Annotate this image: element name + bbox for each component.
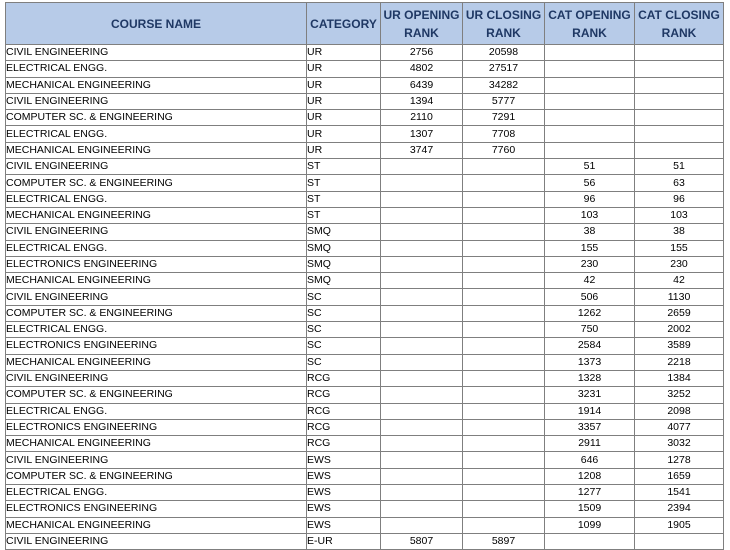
ur-opening-rank-cell [381,403,463,419]
cat-opening-rank-cell: 646 [545,452,635,468]
ur-closing-rank-cell [463,517,545,533]
ur-closing-rank-cell: 5777 [463,93,545,109]
cat-closing-rank-cell: 2002 [635,322,724,338]
ur-opening-rank-cell: 3747 [381,142,463,158]
cat-opening-rank-cell: 38 [545,224,635,240]
table-row [6,322,724,338]
ur-opening-rank-cell [381,452,463,468]
table-row [6,110,724,126]
category-cell: E-UR [307,533,381,549]
category-cell: ST [307,207,381,223]
ur-closing-rank-cell: 7708 [463,126,545,142]
table-row [6,256,724,272]
header-ur-closing-line1: UR CLOSING [465,7,542,22]
ur-opening-rank-cell [381,370,463,386]
course-name-cell: ELECTRICAL ENGG. [6,191,307,207]
category-cell: SMQ [307,240,381,256]
category-cell: UR [307,93,381,109]
ur-closing-rank-cell [463,354,545,370]
ur-opening-rank-cell [381,224,463,240]
cat-closing-rank-cell: 2098 [635,403,724,419]
table-row [6,436,724,452]
category-cell: EWS [307,501,381,517]
category-cell: ST [307,159,381,175]
ur-closing-rank-cell [463,338,545,354]
ur-opening-rank-cell [381,501,463,517]
cat-closing-rank-cell [635,126,724,142]
cat-opening-rank-cell [545,45,635,61]
ur-closing-rank-cell: 34282 [463,77,545,93]
header-cat-closing-line1: CAT CLOSING [638,7,720,22]
ur-closing-rank-cell: 20598 [463,45,545,61]
cat-closing-rank-cell: 3032 [635,436,724,452]
ur-opening-rank-cell [381,387,463,403]
category-cell: SC [307,322,381,338]
cat-closing-rank-cell: 96 [635,191,724,207]
ur-opening-rank-cell [381,436,463,452]
cat-closing-rank-cell: 155 [635,240,724,256]
category-cell: SC [307,354,381,370]
cat-closing-rank-cell: 1278 [635,452,724,468]
course-name-cell: ELECTRICAL ENGG. [6,126,307,142]
ur-closing-rank-cell [463,207,545,223]
table-row [6,61,724,77]
table-row [6,240,724,256]
ur-opening-rank-cell: 2110 [381,110,463,126]
course-name-cell: COMPUTER SC. & ENGINEERING [6,387,307,403]
course-name-cell: MECHANICAL ENGINEERING [6,273,307,289]
ur-closing-rank-cell [463,452,545,468]
cat-closing-rank-cell [635,110,724,126]
ur-opening-rank-cell [381,468,463,484]
ur-opening-rank-cell [381,517,463,533]
ur-opening-rank-cell [381,338,463,354]
cat-closing-rank-cell [635,533,724,549]
cat-opening-rank-cell: 750 [545,322,635,338]
cat-opening-rank-cell: 42 [545,273,635,289]
table-row [6,517,724,533]
header-ur-opening-rank [381,3,463,45]
cat-opening-rank-cell: 1208 [545,468,635,484]
course-name-cell: COMPUTER SC. & ENGINEERING [6,305,307,321]
header-cat-closing-line2: RANK [661,25,697,40]
ur-closing-rank-cell [463,289,545,305]
category-cell: SC [307,338,381,354]
course-name-cell: CIVIL ENGINEERING [6,224,307,240]
header-cat-opening-rank [545,3,635,45]
table-row [6,93,724,109]
cat-closing-rank-cell: 1905 [635,517,724,533]
ur-opening-rank-cell: 6439 [381,77,463,93]
category-cell: SMQ [307,256,381,272]
ur-opening-rank-cell: 2756 [381,45,463,61]
table-row [6,126,724,142]
cat-opening-rank-cell [545,93,635,109]
cat-opening-rank-cell: 155 [545,240,635,256]
ur-closing-rank-cell [463,224,545,240]
category-cell: SMQ [307,273,381,289]
category-cell: RCG [307,436,381,452]
table-row [6,207,724,223]
table-row [6,501,724,517]
cat-opening-rank-cell: 51 [545,159,635,175]
course-name-cell: CIVIL ENGINEERING [6,452,307,468]
cat-opening-rank-cell [545,533,635,549]
category-cell: ST [307,191,381,207]
ur-closing-rank-cell [463,419,545,435]
category-cell: SC [307,289,381,305]
course-name-cell: ELECTRICAL ENGG. [6,240,307,256]
header-course-name: COURSE NAME [6,3,307,45]
course-name-cell: ELECTRONICS ENGINEERING [6,338,307,354]
cat-closing-rank-cell: 4077 [635,419,724,435]
category-cell: UR [307,45,381,61]
cat-opening-rank-cell: 1328 [545,370,635,386]
table-row [6,419,724,435]
table-row [6,224,724,240]
cat-closing-rank-cell: 1384 [635,370,724,386]
cat-opening-rank-cell: 1277 [545,485,635,501]
header-cat-closing-rank [635,3,724,45]
cat-opening-rank-cell [545,77,635,93]
cat-opening-rank-cell: 1914 [545,403,635,419]
ur-opening-rank-cell [381,289,463,305]
course-name-cell: ELECTRONICS ENGINEERING [6,256,307,272]
cat-opening-rank-cell: 1509 [545,501,635,517]
ur-opening-rank-cell [381,485,463,501]
rank-table [5,2,724,550]
cat-opening-rank-cell [545,142,635,158]
cat-closing-rank-cell: 3589 [635,338,724,354]
ur-closing-rank-cell [463,322,545,338]
cat-opening-rank-cell: 506 [545,289,635,305]
course-name-cell: ELECTRONICS ENGINEERING [6,419,307,435]
table-row [6,387,724,403]
table-row [6,289,724,305]
ur-closing-rank-cell: 27517 [463,61,545,77]
ur-closing-rank-cell: 7760 [463,142,545,158]
ur-opening-rank-cell [381,159,463,175]
category-cell: SC [307,305,381,321]
ur-closing-rank-cell [463,175,545,191]
category-cell: SMQ [307,224,381,240]
table-row [6,354,724,370]
table-row [6,452,724,468]
cat-closing-rank-cell: 51 [635,159,724,175]
table-row [6,485,724,501]
course-name-cell: COMPUTER SC. & ENGINEERING [6,110,307,126]
ur-opening-rank-cell [381,191,463,207]
table-row [6,159,724,175]
course-name-cell: MECHANICAL ENGINEERING [6,207,307,223]
ur-closing-rank-cell [463,436,545,452]
table-row [6,45,724,61]
cat-closing-rank-cell [635,93,724,109]
cat-opening-rank-cell: 3231 [545,387,635,403]
table-row [6,191,724,207]
cat-opening-rank-cell: 56 [545,175,635,191]
cat-closing-rank-cell [635,61,724,77]
category-cell: EWS [307,468,381,484]
category-cell: UR [307,77,381,93]
cat-closing-rank-cell: 230 [635,256,724,272]
category-cell: EWS [307,517,381,533]
cat-opening-rank-cell [545,61,635,77]
ur-closing-rank-cell [463,159,545,175]
cat-opening-rank-cell: 103 [545,207,635,223]
header-ur-opening-line2: RANK [404,25,439,40]
course-name-cell: ELECTRICAL ENGG. [6,61,307,77]
category-cell: RCG [307,370,381,386]
course-name-cell: ELECTRICAL ENGG. [6,485,307,501]
cat-closing-rank-cell: 2659 [635,305,724,321]
course-name-cell: CIVIL ENGINEERING [6,533,307,549]
cat-opening-rank-cell [545,126,635,142]
course-name-cell: COMPUTER SC. & ENGINEERING [6,175,307,191]
cat-closing-rank-cell: 2218 [635,354,724,370]
ur-opening-rank-cell: 1394 [381,93,463,109]
cat-opening-rank-cell: 3357 [545,419,635,435]
ur-closing-rank-cell: 7291 [463,110,545,126]
header-ur-closing-line2: RANK [486,25,521,40]
ur-opening-rank-cell [381,175,463,191]
course-name-cell: ELECTRONICS ENGINEERING [6,501,307,517]
table-body [6,45,724,550]
ur-closing-rank-cell [463,240,545,256]
cat-closing-rank-cell: 103 [635,207,724,223]
cat-closing-rank-cell [635,142,724,158]
ur-closing-rank-cell [463,387,545,403]
cat-closing-rank-cell: 42 [635,273,724,289]
ur-closing-rank-cell [463,191,545,207]
header-row [6,3,724,45]
table-row [6,403,724,419]
ur-opening-rank-cell: 1307 [381,126,463,142]
header-cat-opening-line1: CAT OPENING [548,7,631,22]
cat-opening-rank-cell: 2584 [545,338,635,354]
ur-closing-rank-cell [463,370,545,386]
ur-opening-rank-cell: 4802 [381,61,463,77]
ur-closing-rank-cell [463,468,545,484]
cat-opening-rank-cell: 2911 [545,436,635,452]
header-cat-opening-line2: RANK [572,25,607,40]
header-category: CATEGORY [307,3,381,45]
table-row [6,77,724,93]
course-name-cell: CIVIL ENGINEERING [6,370,307,386]
category-cell: EWS [307,485,381,501]
table-row [6,468,724,484]
course-name-cell: ELECTRICAL ENGG. [6,322,307,338]
cat-closing-rank-cell [635,77,724,93]
ur-closing-rank-cell [463,403,545,419]
ur-closing-rank-cell [463,256,545,272]
table-row [6,370,724,386]
cat-closing-rank-cell [635,45,724,61]
course-name-cell: MECHANICAL ENGINEERING [6,77,307,93]
cat-closing-rank-cell: 2394 [635,501,724,517]
cat-closing-rank-cell: 63 [635,175,724,191]
table-header [6,3,724,45]
cat-closing-rank-cell: 1659 [635,468,724,484]
course-name-cell: CIVIL ENGINEERING [6,289,307,305]
category-cell: UR [307,142,381,158]
category-cell: RCG [307,419,381,435]
course-name-cell: ELECTRICAL ENGG. [6,403,307,419]
course-name-cell: CIVIL ENGINEERING [6,45,307,61]
category-cell: UR [307,61,381,77]
category-cell: UR [307,126,381,142]
table-row [6,338,724,354]
cat-closing-rank-cell: 1130 [635,289,724,305]
category-cell: RCG [307,403,381,419]
cat-opening-rank-cell: 230 [545,256,635,272]
ur-opening-rank-cell [381,207,463,223]
course-name-cell: MECHANICAL ENGINEERING [6,436,307,452]
ur-closing-rank-cell [463,501,545,517]
course-name-cell: CIVIL ENGINEERING [6,159,307,175]
table-row [6,305,724,321]
cat-opening-rank-cell: 96 [545,191,635,207]
cat-opening-rank-cell: 1373 [545,354,635,370]
ur-closing-rank-cell [463,305,545,321]
ur-opening-rank-cell [381,354,463,370]
header-ur-closing-rank [463,3,545,45]
category-cell: EWS [307,452,381,468]
cat-closing-rank-cell: 3252 [635,387,724,403]
category-cell: UR [307,110,381,126]
course-name-cell: MECHANICAL ENGINEERING [6,354,307,370]
cat-opening-rank-cell: 1262 [545,305,635,321]
ur-opening-rank-cell: 5807 [381,533,463,549]
course-name-cell: MECHANICAL ENGINEERING [6,142,307,158]
cat-opening-rank-cell [545,110,635,126]
ur-opening-rank-cell [381,305,463,321]
table-row [6,273,724,289]
cat-opening-rank-cell: 1099 [545,517,635,533]
header-ur-opening-line1: UR OPENING [383,7,460,22]
ur-opening-rank-cell [381,273,463,289]
ur-opening-rank-cell [381,240,463,256]
cat-closing-rank-cell: 38 [635,224,724,240]
ur-opening-rank-cell [381,256,463,272]
ur-closing-rank-cell: 5897 [463,533,545,549]
table-row [6,175,724,191]
ur-opening-rank-cell [381,419,463,435]
ur-closing-rank-cell [463,273,545,289]
table-row [6,533,724,549]
cat-closing-rank-cell: 1541 [635,485,724,501]
category-cell: ST [307,175,381,191]
ur-closing-rank-cell [463,485,545,501]
course-name-cell: COMPUTER SC. & ENGINEERING [6,468,307,484]
course-name-cell: MECHANICAL ENGINEERING [6,517,307,533]
category-cell: RCG [307,387,381,403]
course-name-cell: CIVIL ENGINEERING [6,93,307,109]
ur-opening-rank-cell [381,322,463,338]
table-row [6,142,724,158]
